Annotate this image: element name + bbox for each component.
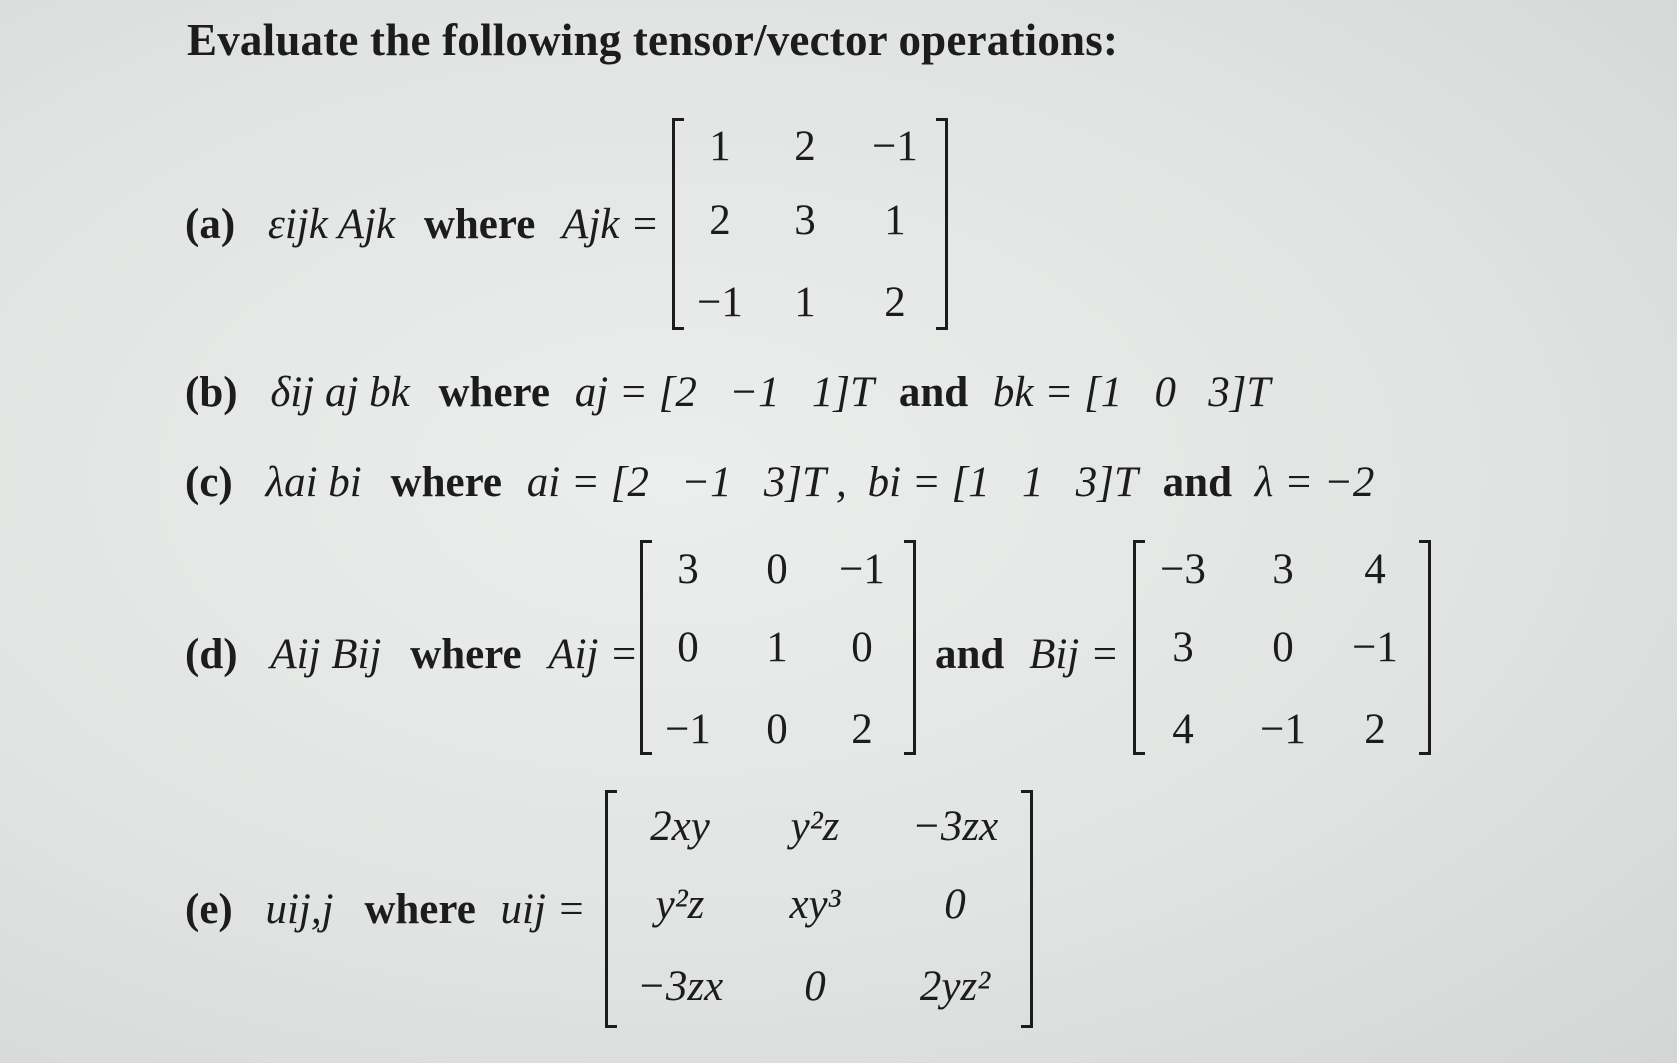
matrix-e-cell: −3zx — [636, 963, 724, 1010]
matrix-a-cell: −1 — [872, 123, 918, 170]
matrix-d-b-cell: 2 — [1364, 706, 1386, 753]
problem-a — [185, 200, 659, 249]
matrix-d-a-cell: 1 — [766, 624, 788, 671]
matrix-a-cell: 1 — [884, 197, 906, 244]
problem-c-vector-b: bi = [1 1 3]T — [867, 459, 1138, 506]
matrix-e-cell: 0 — [804, 963, 826, 1010]
page-title: Evaluate the following tensor/vector operations: — [187, 15, 1119, 65]
matrix-d-b-cell: −1 — [1260, 706, 1306, 753]
problem-b-vector-b: bk = [1 0 3]T — [992, 369, 1271, 416]
matrix-d-b-cell: 4 — [1364, 546, 1386, 593]
problem-e-expression: uij,j — [265, 886, 334, 933]
problem-d-and: and — [935, 631, 1005, 678]
problem-e-where: where — [364, 886, 476, 933]
matrix-d-a-cell: 0 — [677, 624, 699, 671]
problem-c-expression: λai bi — [265, 459, 362, 506]
problem-a-lhs: Ajk = — [562, 201, 660, 248]
matrix-d-b-cell: −1 — [1352, 624, 1398, 671]
matrix-e-cell: y²z — [790, 803, 840, 850]
matrix-e-cell: xy³ — [789, 881, 841, 928]
matrix-d-a-cell: −1 — [665, 706, 711, 753]
problem-c-label: (c) — [185, 459, 233, 506]
matrix-e-cell: y²z — [655, 881, 705, 928]
problem-c-vector-a: ai = [2 −1 3]T , — [526, 459, 847, 506]
matrix-d-a-cell: 0 — [766, 546, 788, 593]
matrix-e-cell: −3zx — [911, 803, 999, 850]
problem-e-lhs: uij = — [500, 886, 586, 933]
problem-c — [185, 458, 1374, 507]
problem-b-where: where — [438, 369, 550, 416]
matrix-a-cell: −1 — [697, 279, 743, 326]
matrix-a-cell: 1 — [709, 123, 731, 170]
matrix-d-b-cell: 3 — [1172, 624, 1194, 671]
matrix-d-a-cell: 0 — [766, 706, 788, 753]
matrix-a-cell: 1 — [794, 279, 816, 326]
matrix-a-cell: 2 — [884, 279, 906, 326]
problem-d-label: (d) — [185, 631, 238, 678]
matrix-d-a-cell: 0 — [851, 624, 873, 671]
problem-a-expression: εijk Ajk — [267, 201, 396, 248]
matrix-d-b-cell: 3 — [1272, 546, 1294, 593]
matrix-d-b-cell: 0 — [1272, 624, 1294, 671]
problem-d-lhs-b: Bij = — [1029, 631, 1120, 678]
matrix-a-cell: 2 — [709, 197, 731, 244]
problem-b-expression: δij aj bk — [270, 369, 410, 416]
problem-b — [185, 368, 1270, 417]
matrix-d-a-cell: 3 — [677, 546, 699, 593]
problem-d-lhs-a: Aij = — [548, 631, 639, 678]
problem-c-lambda: λ = −2 — [1254, 459, 1375, 506]
problem-e — [185, 885, 586, 934]
problem-a-label: (a) — [185, 201, 236, 248]
matrix-a-cell: 2 — [794, 123, 816, 170]
matrix-d-a-cell: 2 — [851, 706, 873, 753]
matrix-a-cell: 3 — [794, 197, 816, 244]
matrix-d-a-cell: −1 — [839, 546, 885, 593]
problem-d-where: where — [410, 631, 522, 678]
problem-d-expression: Aij Bij — [270, 631, 382, 678]
matrix-d-b-cell: −3 — [1160, 546, 1206, 593]
matrix-d-b-cell: 4 — [1172, 706, 1194, 753]
matrix-e-cell: 0 — [944, 881, 966, 928]
problem-d — [185, 630, 638, 679]
problem-c-where: where — [390, 459, 502, 506]
problem-b-and: and — [898, 369, 969, 416]
problem-e-label: (e) — [185, 886, 233, 933]
problem-b-label: (b) — [185, 369, 238, 416]
matrix-e-cell: 2yz² — [919, 963, 991, 1010]
problem-b-vector-a: aj = [2 −1 1]T — [574, 369, 875, 416]
problem-c-and: and — [1162, 459, 1233, 506]
problem-a-where: where — [423, 201, 536, 248]
matrix-e-cell: 2xy — [650, 803, 710, 850]
problem-d-second — [935, 630, 1119, 679]
